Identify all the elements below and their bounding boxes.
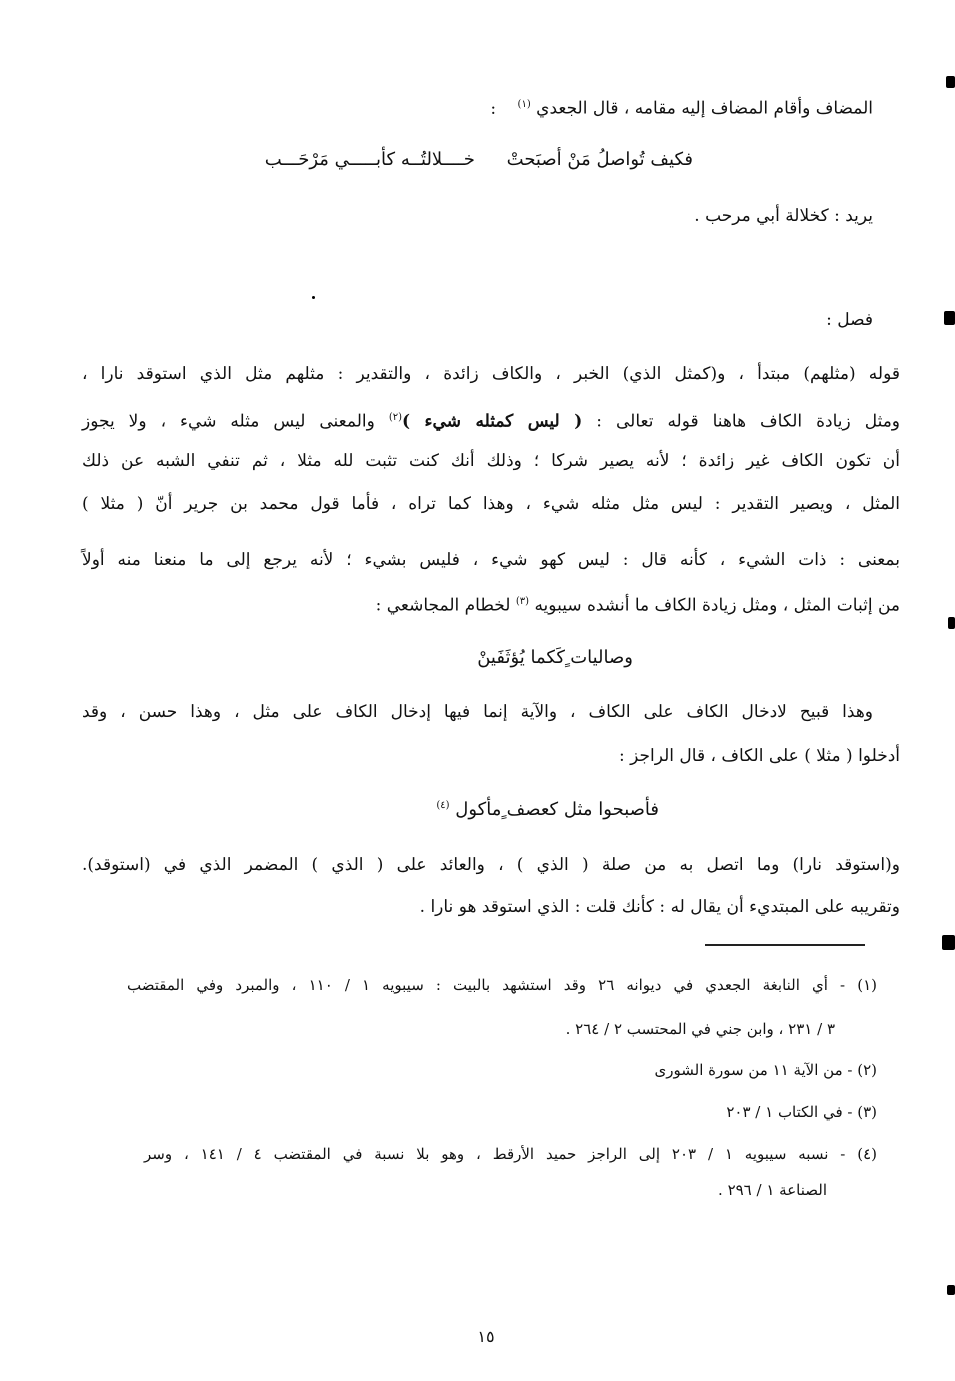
verse-3-text: فأصبحوا مثل كعصف ٍمأكول <box>455 799 659 820</box>
scan-margin-mark <box>942 935 955 950</box>
footnote-1-line-1: (١) - أي النابغة الجعدي في ديوانه ٢٦ وقد استشهد بالبيت : سيبويه ١ / ١١٠ ، والمبرد وفي المقتضب <box>127 976 877 994</box>
text-line-2: يريد : كخلالة أبي مرحب . <box>694 206 873 226</box>
scan-margin-mark <box>948 617 955 629</box>
paragraph-1-line-1: قوله (مثلهم) مبتدأ ، و(كمثل الذي) الخبر ، والكاف زائدة ، والتقدير : مثلهم مثل الذي استوقد نارا ، <box>82 364 900 384</box>
footnote-ref-2: (٢) <box>388 412 402 423</box>
paragraph-4-line-1: و(استوقد نارا) وما اتصل به من صلة ( الذي ) ، والعائد على ( الذي ) المضمر الذي في (استوقد). <box>82 855 900 875</box>
section-heading: فصل : <box>826 310 873 330</box>
footnote-2: (٢) - من الآية ١١ من سورة الشورى <box>654 1061 877 1079</box>
footnote-4-line-1: (٤) - نسبه سيبويه ١ / ٢٠٣ إلى الراجز حميد الأرقط ، وهو بلا نسبة في المقتضب ٤ / ١٤١ ، وسر <box>144 1145 877 1163</box>
text-line-1 <box>490 92 873 122</box>
footnote-ref-1: (١) <box>517 99 531 110</box>
paragraph-2-line-1: بمعنى : ذات الشيء ، كأنه قال : ليس كهو شيء ، فليس بشيء ؛ لأنه يرجع إلى ما منعنا منه أولاً <box>82 550 900 570</box>
paragraph-1-line-2 <box>82 405 900 435</box>
scan-speck <box>312 296 315 299</box>
p2-l2-part-b: لخطام المجاشعي : <box>375 595 511 616</box>
verse-3 <box>436 792 659 824</box>
scan-margin-mark <box>947 1285 955 1295</box>
page-number: ١٥ <box>477 1327 495 1346</box>
footnote-3: (٣) - في الكتاب ١ / ٢٠٣ <box>726 1103 877 1121</box>
paragraph-3-line-1: وهذا قبيح لادخال الكاف على الكاف ، والآية إنما فيها إدخال الكاف على مثل ، وهذا حسن ، وقد <box>82 702 873 722</box>
scan-margin-mark <box>946 76 955 88</box>
line-1-text: المضاف وأقام المضاف إليه مقامه ، قال الجعدي <box>536 98 873 119</box>
line-1-colon: : <box>490 98 497 119</box>
p2-l2-part-a: من إثبات المثل ، ومثل زيادة الكاف ما أنشده سيبويه <box>534 595 900 616</box>
footnote-separator <box>705 944 865 946</box>
p1-l2-part-a: ومثل زيادة الكاف هاهنا قوله تعالى : <box>596 411 901 432</box>
verse-1-first-hemistich: فكيف تُواصلُ مَنْ أصبَحتْ <box>506 149 693 170</box>
scan-margin-mark <box>944 311 955 325</box>
footnote-ref-4: (٤) <box>436 800 450 811</box>
paragraph-3-line-2: أدخلوا ( مثلا ) على الكاف ، قال الراجز : <box>618 746 900 766</box>
paragraph-1-line-3: أن تكون الكاف غير زائدة ؛ لأنه يصير شركا ؛ وذلك أنك كنت تثبت لله مثلا ، ثم تنفي الشبه عن ذلك <box>82 451 900 471</box>
verse-1-second-hemistich: خــــلالتُــه كأبـــــي مَرْحَـــب <box>264 149 475 170</box>
quran-quote: ( ليس كمثله شيء ) <box>402 411 583 432</box>
footnote-4-line-2: الصناعة ١ / ٢٩٦ . <box>718 1181 827 1199</box>
paragraph-4-line-2: وتقريبه على المبتديء أن يقال له : كأنك قلت : الذي استوقد هو نارا . <box>419 897 900 917</box>
paragraph-2-line-2 <box>376 589 900 619</box>
footnote-1-line-2: ٣ / ٢٣١ ، وابن جني في المحتسب ٢ / ٢٦٤ . <box>565 1020 835 1038</box>
verse-1 <box>265 146 693 174</box>
p1-l2-part-c: والمعنى ليس مثله شيء ، ولا يجوز <box>82 411 375 432</box>
footnote-ref-3: (٣) <box>515 596 530 607</box>
verse-2: وصاليات ٍكَكما يُؤثَفَينْ <box>477 647 633 668</box>
paragraph-1-line-4: المثل ، ويصير التقدير : ليس مثل مثله شيء ، وهذا كما تراه ، فأما قول محمد بن جرير أنّ ( مثلا ) <box>82 494 900 514</box>
